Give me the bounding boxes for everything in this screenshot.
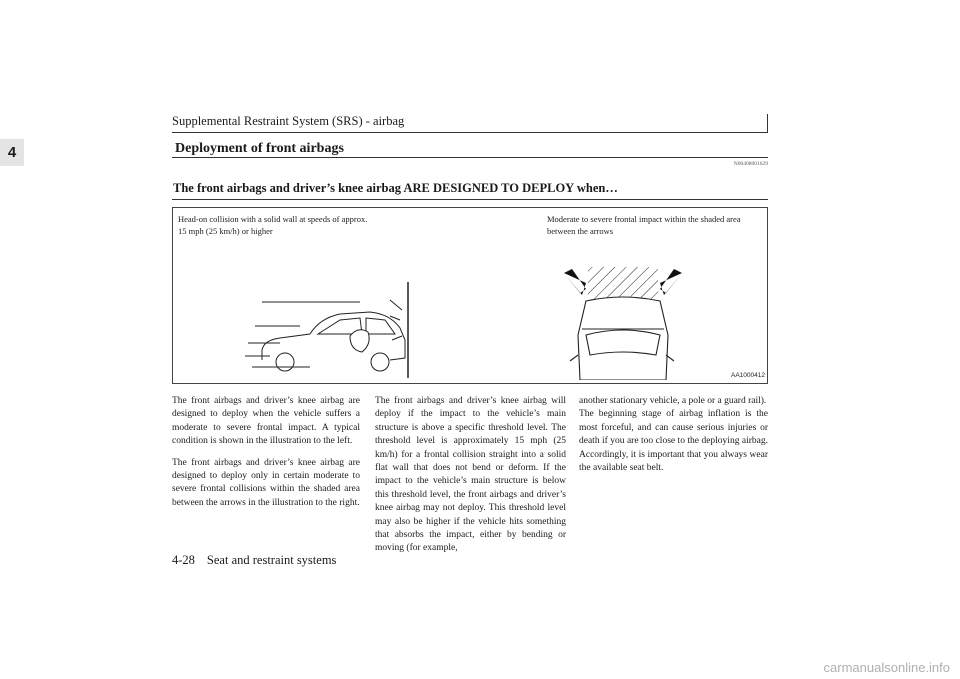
paragraph: The beginning stage of airbag inflation is the most forceful, and can cause serious injuries or death if you are too close to the deploying airbag. Accordingly, it is important that you always wear the available seat belt. — [579, 409, 768, 474]
paragraph: The front airbags and driver’s knee airbag are designed to deploy only in certain moderate to severe frontal collisions within the shaded area between the arrows in the illustration to the right. — [172, 457, 360, 508]
subsection-title: The front airbags and driver’s knee airbag ARE DESIGNED TO DEPLOY when… — [173, 181, 618, 195]
right-figure-caption: Moderate to severe frontal impact within the shaded area between the arrows — [547, 214, 741, 236]
right-arrow-icon — [660, 269, 682, 295]
footer-section: Seat and restraint systems — [206, 553, 337, 567]
paragraph: The front airbags and driver’s knee airbag will deploy if the impact to the vehicle’s main structure is above a specific threshold level. The threshold level is approximately 15 mph (25 km/h) for a frontal collision straight into a solid flat wall that does not bend or deform. If the impact to the vehicle’s main structure is below this threshold level, the front airbags and driver’s knee airbag may not deploy. This threshold level may also be higher if the vehicle hits something that absorbs the impact, either by bending or moving (for example, — [375, 396, 566, 554]
column-1 — [172, 395, 360, 518]
watermark: carmanualsonline.info — [823, 660, 950, 675]
page-number: 4-28 — [172, 553, 195, 567]
left-arrow-icon — [564, 269, 586, 295]
page-footer — [172, 553, 336, 568]
section-rule — [172, 157, 768, 158]
reference-code: N00408001629 — [733, 161, 768, 167]
left-figure-caption: Head-on collision with a solid wall at speeds of approx. 15 mph (25 km/h) or higher — [178, 214, 368, 236]
subsection-rule — [172, 199, 768, 200]
column-3 — [579, 395, 768, 483]
column-2 — [375, 395, 566, 564]
paragraph: The front airbags and driver’s knee airbag are designed to deploy when the vehicle suffers a moderate to severe frontal impact. A typical condition is shown in the illustration to the left. — [172, 396, 360, 447]
header-rule — [172, 132, 768, 133]
chapter-tab[interactable]: 4 — [0, 139, 24, 166]
paragraph: another stationary vehicle, a pole or a guard rail). — [579, 396, 767, 406]
section-title: Deployment of front airbags — [175, 141, 344, 156]
header-corner-mark — [767, 114, 768, 132]
figure-id: AA1000412 — [731, 372, 765, 379]
page-header-title: Supplemental Restraint System (SRS) - airbag — [172, 114, 405, 128]
car-collision-illustration — [240, 270, 430, 382]
impact-zone-hatch — [588, 267, 658, 299]
frontal-impact-zone-illustration — [560, 265, 690, 380]
